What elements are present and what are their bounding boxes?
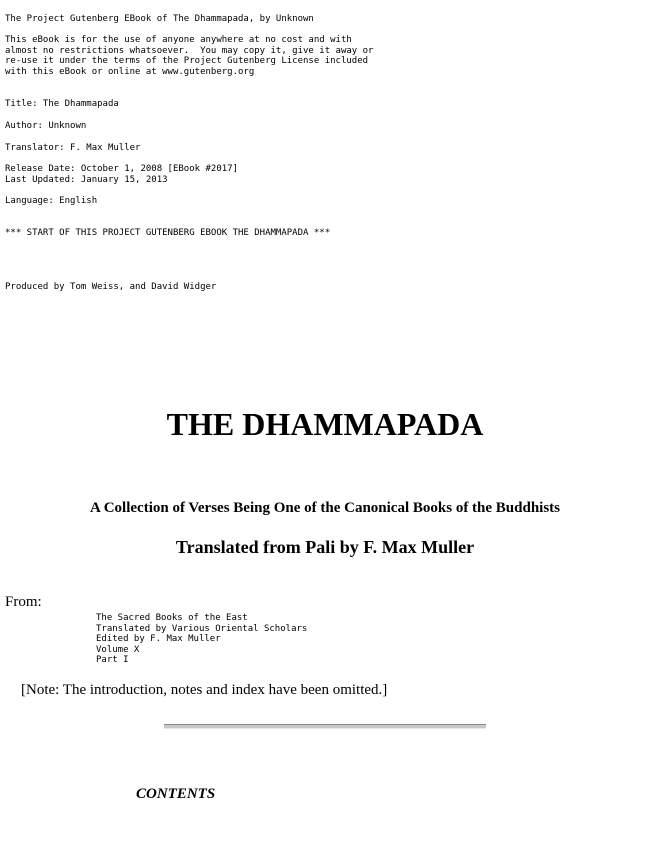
- translated-by: Translated from Pali by F. Max Muller: [175, 537, 475, 557]
- meta-author: Author: Unknown: [5, 121, 87, 131]
- source-line: Edited by F. Max Muller: [96, 634, 221, 645]
- omission-note: [Note: The introduction, notes and index have been omitted.]: [21, 682, 388, 698]
- license-line: almost no restrictions whatsoever. You may copy it, give it away or: [5, 45, 374, 56]
- header-block: [5, 14, 373, 78]
- produced-by: Produced by Tom Weiss, and David Widger: [5, 282, 217, 292]
- horizontal-rule: [164, 724, 486, 729]
- source-line: Translated by Various Oriental Scholars: [96, 623, 308, 634]
- meta-last-updated: Last Updated: January 15, 2013: [5, 175, 168, 185]
- book-subtitle: A Collection of Verses Being One of the Canonical Books of the Buddhists: [89, 500, 561, 516]
- license-line: with this eBook or online at www.gutenberg.org: [5, 66, 255, 77]
- meta-translator: Translator: F. Max Muller: [5, 143, 141, 153]
- meta-language: Language: English: [5, 196, 98, 206]
- license-line: This eBook is for the use of anyone anywhere at no cost and with: [5, 35, 352, 46]
- source-line: Volume X: [96, 644, 140, 655]
- book-title: THE DHAMMAPADA: [166, 406, 484, 442]
- meta-title: Title: The Dhammapada: [5, 99, 119, 109]
- license-line: re-use it under the terms of the Project Gutenberg License included: [5, 56, 369, 67]
- source-line: The Sacred Books of the East: [96, 613, 248, 623]
- meta-release-date: Release Date: October 1, 2008 [EBook #2017]: [5, 164, 238, 174]
- source-block: [96, 613, 307, 666]
- ebook-title-line: The Project Gutenberg EBook of The Dhammapada, by Unknown: [5, 14, 314, 24]
- source-line: Part I: [96, 655, 129, 666]
- start-marker: *** START OF THIS PROJECT GUTENBERG EBOOK THE DHAMMAPADA ***: [5, 228, 331, 238]
- from-label: From:: [5, 594, 42, 610]
- contents-heading: CONTENTS: [136, 786, 216, 802]
